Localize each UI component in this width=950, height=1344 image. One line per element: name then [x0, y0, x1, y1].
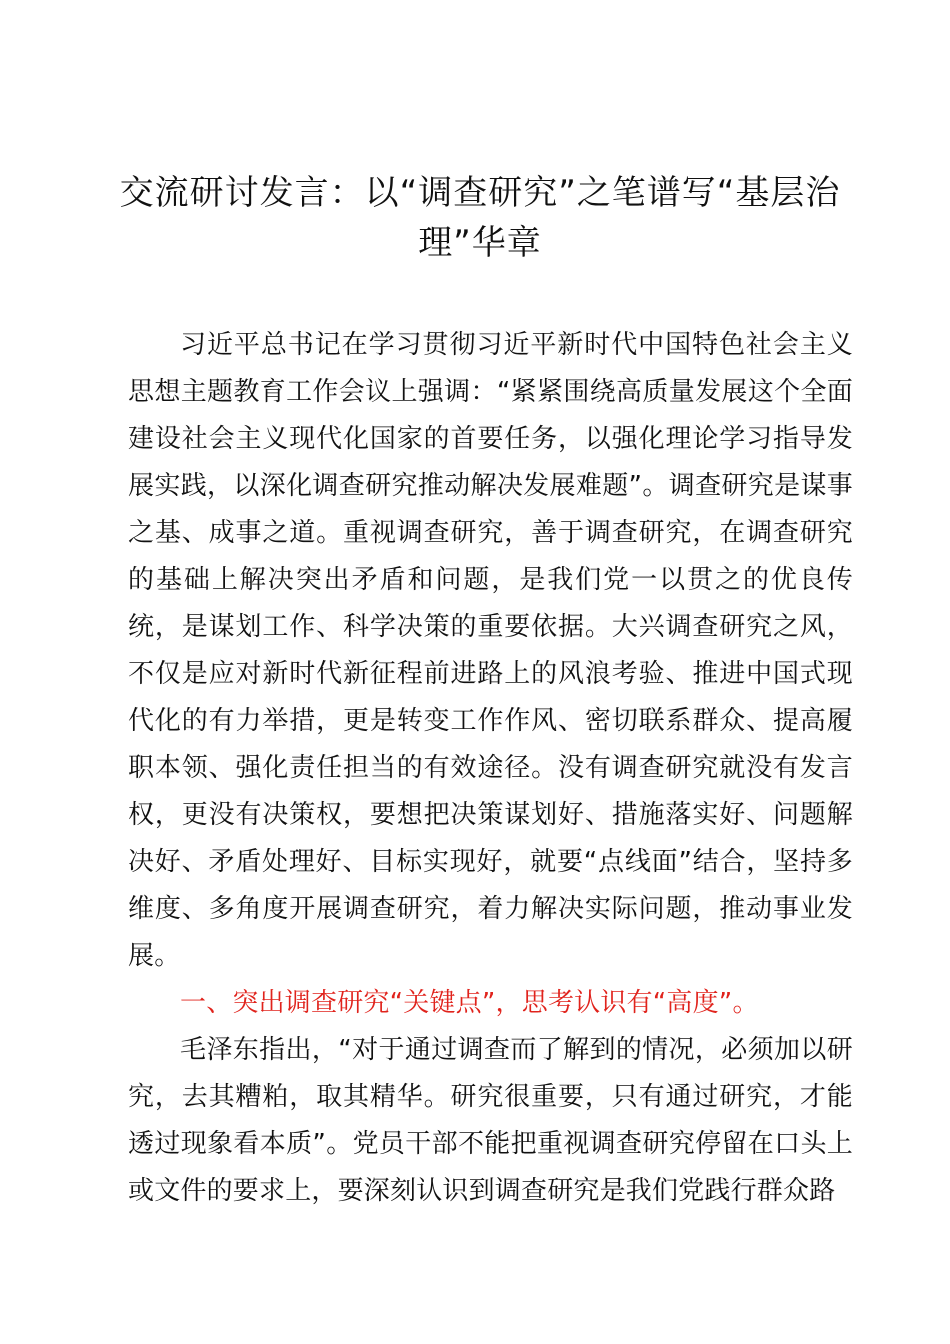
intro-paragraph: 习近平总书记在学习贯彻习近平新时代中国特色社会主义思想主题教育工作会议上强调：“紧紧围绕高质量发展这个全面建设社会主义现代化国家的首要任务，以强化理论学习指导发展实践，以深化调查研究推动解决发展难题”。调查研究是谋事之基、成事之道。重视调查研究，善于调查研究，在调查研究的基础上解决突出矛盾和问题，是我们党一以贯之的优良传统，是谋划工作、科学决策的重要依据。大兴调查研究之风，不仅是应对新时代新征程前进路上的风浪考验、推进中国式现代化的有力举措，更是转变工作作风、密切联系群众、提高履职本领、强化责任担当的有效途径。没有调查研究就没有发言权，更没有决策权，要想把决策谋划好、措施落实好、问题解决好、矛盾处理好、目标实现好，就要“点线面”结合，坚持多维度、多角度开展调查研究，着力解决实际问题，推动事业发展。	[128, 330, 853, 971]
section-1-paragraph: 毛泽东指出，“对于通过调查而了解到的情况，必须加以研究，去其糟粕，取其精华。研究很重要，只有通过研究，才能透过现象看本质”。党员干部不能把重视调查研究停留在口头上或文件的要求上，要深刻认识到调查研究是我们党践行群众路	[128, 1035, 853, 1206]
document-title: 交流研讨发言：以“调查研究”之笔谱写“基层治理”华章	[119, 173, 841, 263]
document-body	[128, 322, 853, 1215]
section-heading-1: 一、突出调查研究“关键点”，思考认识有“高度”。	[180, 988, 759, 1018]
